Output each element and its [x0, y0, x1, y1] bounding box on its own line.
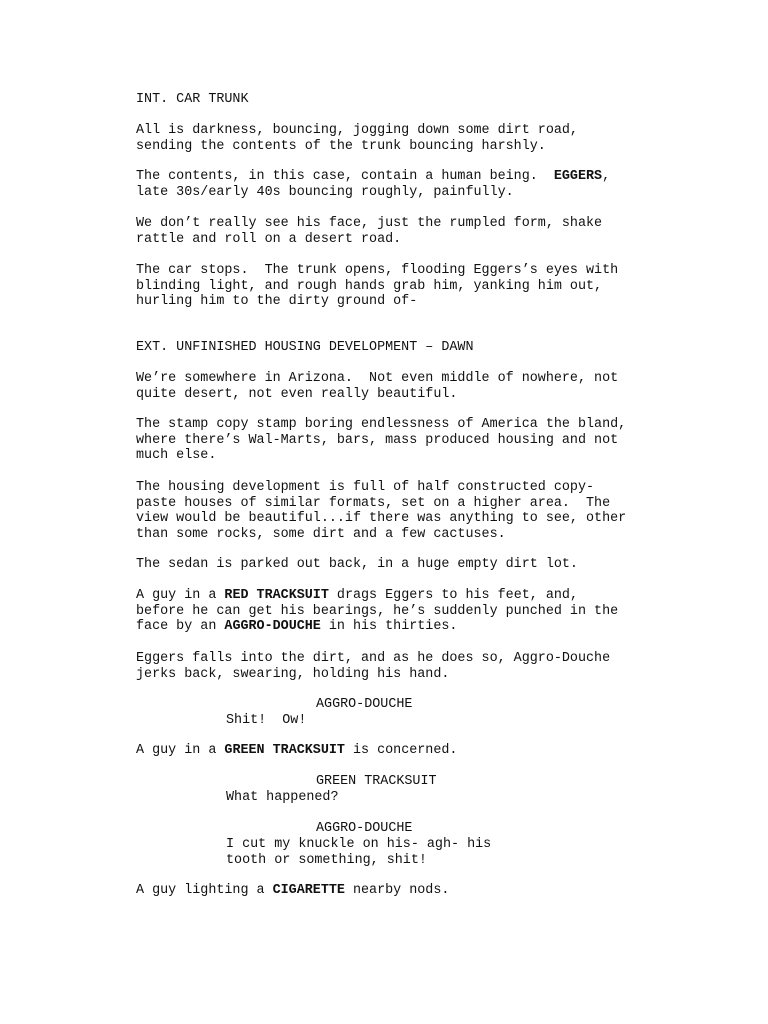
character-intro: EGGERS: [553, 169, 603, 184]
character-cue: AGGRO-DOUCHE: [316, 697, 413, 712]
dialogue-line: What happened?: [226, 790, 339, 805]
action-paragraph: [136, 216, 602, 247]
action-text: is concerned.: [344, 743, 458, 758]
action-line: paste houses of similar formats, set on a higher area. The: [136, 495, 611, 511]
dialogue-block: [226, 837, 491, 868]
character-intro: AGGRO-DOUCHE: [224, 619, 321, 634]
action-line: quite desert, not even really beautiful.: [136, 386, 458, 402]
action-line: rattle and roll on a desert road.: [136, 231, 402, 247]
action-paragraph: The sedan is parked out back, in a huge empty dirt lot.: [136, 557, 578, 572]
action-paragraph: [136, 417, 626, 464]
action-line: much else.: [136, 448, 217, 463]
action-line: view would be beautiful...if there was anything to see, other: [136, 511, 627, 526]
action-line: The housing development is full of half constructed copy-: [136, 480, 595, 495]
action-paragraph: [136, 123, 578, 154]
action-text: A guy lighting a: [136, 883, 273, 898]
character-cue: AGGRO-DOUCHE: [316, 821, 413, 836]
action-line: We’re somewhere in Arizona. Not even middle of nowhere, not: [136, 371, 619, 386]
action-text: in his thirties.: [320, 619, 458, 634]
action-line: jerks back, swearing, holding his hand.: [136, 666, 450, 682]
action-line: The car stops. The trunk opens, flooding Eggers’s eyes with: [136, 263, 619, 278]
scene-heading: EXT. UNFINISHED HOUSING DEVELOPMENT – DAWN: [136, 340, 474, 355]
action-text: The contents, in this case, contain a human being.: [136, 169, 554, 184]
scene-heading: INT. CAR TRUNK: [136, 92, 249, 107]
character-intro: GREEN TRACKSUIT: [224, 743, 345, 758]
action-paragraph: [136, 371, 618, 402]
action-paragraph: [136, 169, 610, 200]
action-paragraph: [136, 263, 618, 310]
action-line: than some rocks, some dirt and a few cactuses.: [136, 526, 506, 542]
action-line: late 30s/early 40s bouncing roughly, painfully.: [136, 184, 514, 200]
character-intro: RED TRACKSUIT: [224, 588, 329, 603]
character-cue: GREEN TRACKSUIT: [316, 774, 437, 789]
action-paragraph: [136, 743, 457, 759]
action-text: face by an: [136, 619, 225, 634]
action-line: blinding light, and rough hands grab him, yanking him out,: [136, 278, 603, 294]
action-text: drags Eggers to his feet, and,: [328, 588, 578, 603]
action-line: sending the contents of the trunk bouncing harshly.: [136, 138, 546, 154]
action-text: nearby nods.: [344, 883, 450, 898]
action-line: Eggers falls into the dirt, and as he does so, Aggro-Douche: [136, 651, 611, 666]
action-line: The stamp copy stamp boring endlessness of America the bland,: [136, 417, 627, 432]
dialogue-line: I cut my knuckle on his- agh- his: [226, 837, 492, 852]
action-paragraph: [136, 588, 618, 635]
action-paragraph: [136, 480, 626, 542]
action-line: hurling him to the dirty ground of-: [136, 294, 418, 309]
action-line: All is darkness, bouncing, jogging down some dirt road,: [136, 123, 578, 138]
action-text: ,: [602, 169, 611, 184]
action-text: A guy in a: [136, 588, 225, 603]
dialogue-line: tooth or something, shit!: [226, 852, 427, 868]
action-line: We don’t really see his face, just the rumpled form, shake: [136, 216, 603, 231]
character-intro: CIGARETTE: [272, 883, 345, 898]
action-line: where there’s Wal-Marts, bars, mass produced housing and not: [136, 432, 619, 448]
dialogue-line: Shit! Ow!: [226, 713, 307, 728]
action-text: A guy in a: [136, 743, 225, 758]
action-paragraph: [136, 883, 449, 899]
action-line: before he can get his bearings, he’s suddenly punched in the: [136, 603, 619, 619]
action-paragraph: [136, 651, 610, 682]
